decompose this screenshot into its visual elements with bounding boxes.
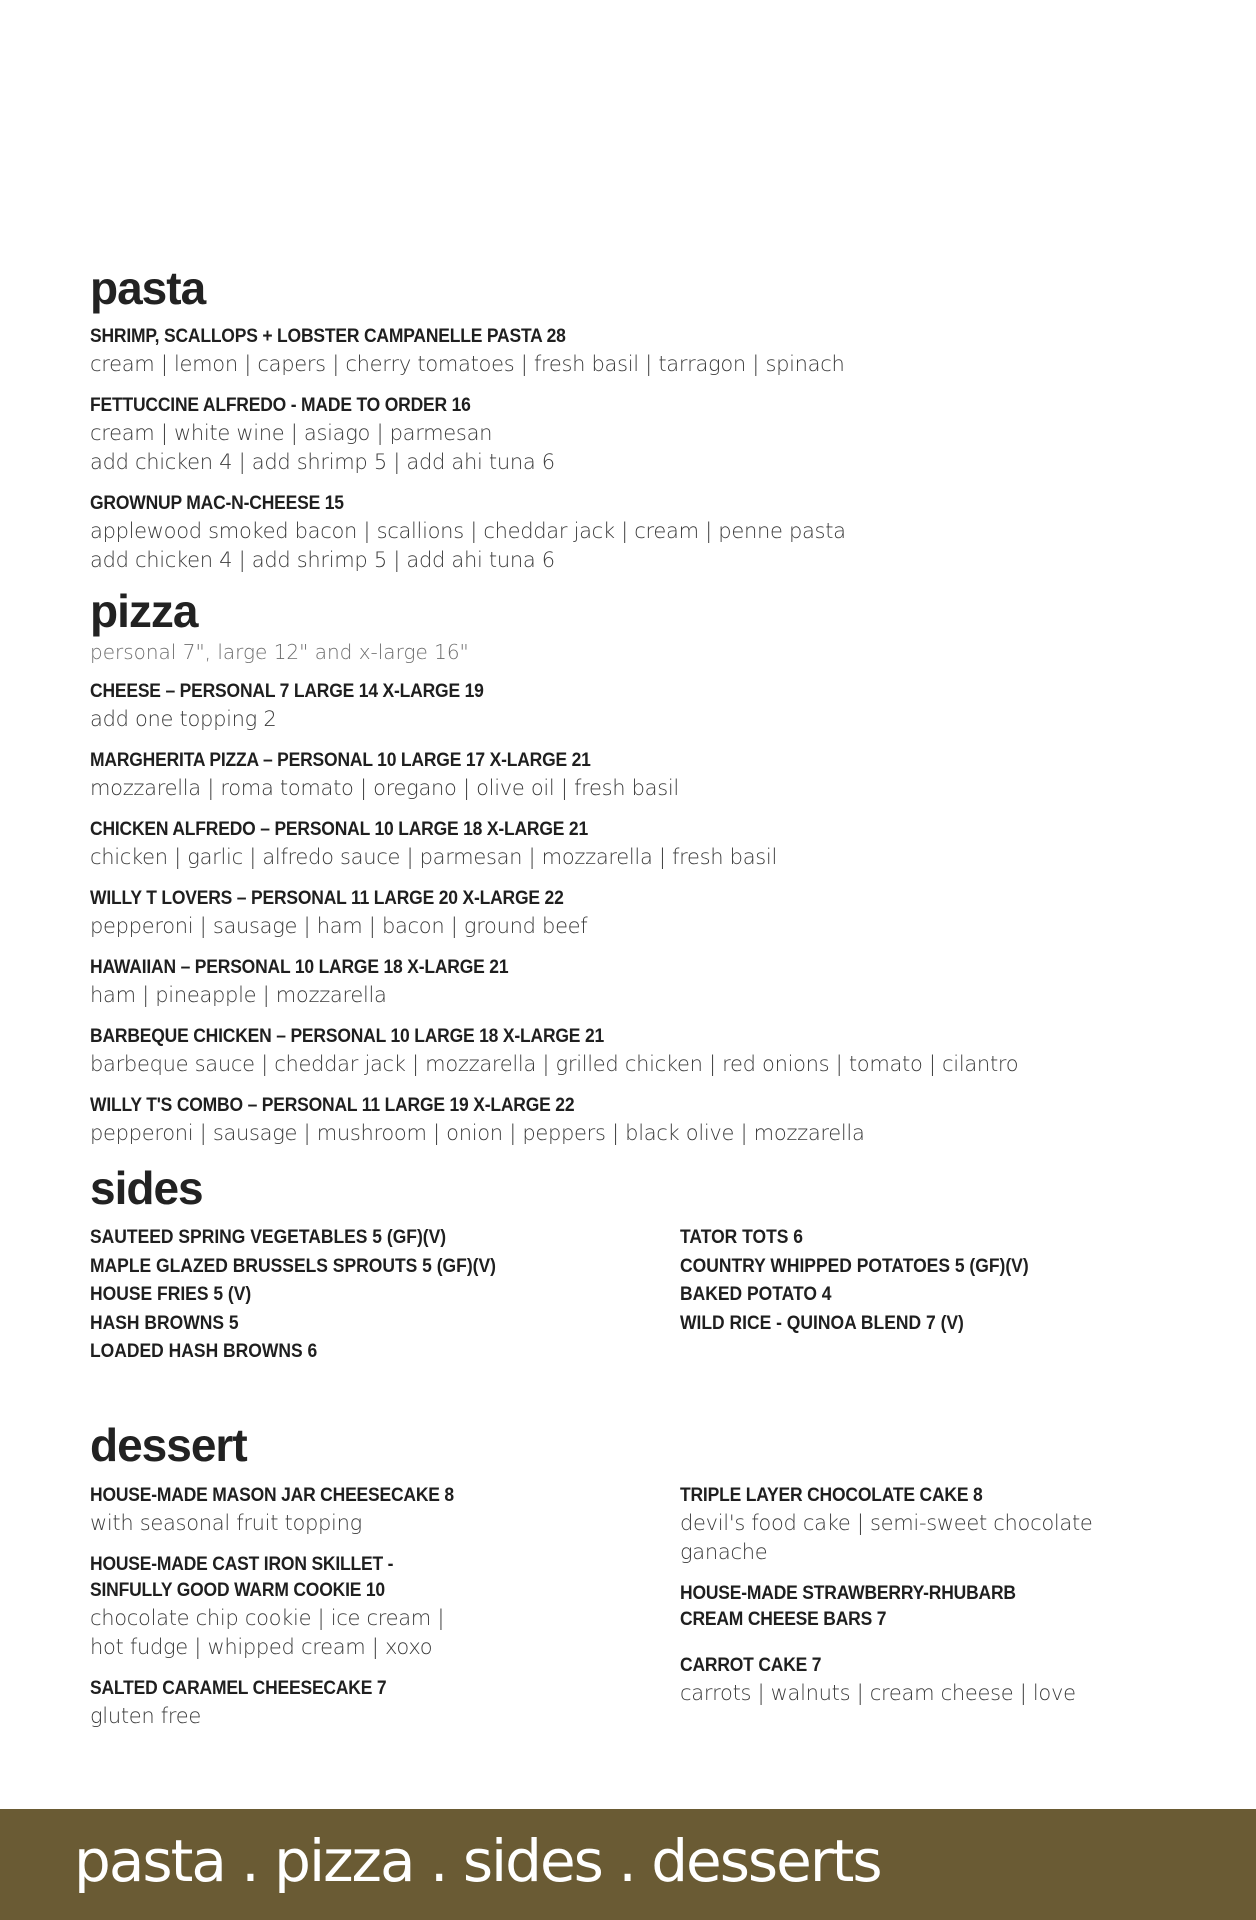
pizza-sizes-note: personal 7", large 12" and x-large 16"	[90, 640, 469, 664]
sides-left-column	[90, 1224, 680, 1367]
side-item: LOADED HASH BROWNS 6	[90, 1341, 318, 1362]
item-name: HAWAIIAN – PERSONAL 10 LARGE 18 X-LARGE 21	[90, 957, 509, 978]
footer-banner	[0, 1809, 1256, 1920]
item-description: carrots | walnuts | cream cheese | love	[680, 1680, 1076, 1705]
side-item: HOUSE FRIES 5 (V)	[90, 1284, 252, 1305]
item-name: WILLY T LOVERS – PERSONAL 11 LARGE 20 X-LARGE 22	[90, 888, 564, 909]
sides-heading: sides	[90, 1162, 203, 1214]
menu-item	[90, 886, 1170, 941]
item-description: devil's food cake | semi-sweet chocolate	[680, 1510, 1093, 1535]
side-item: BAKED POTATO 4	[680, 1284, 832, 1305]
item-name: CHEESE – PERSONAL 7 LARGE 14 X-LARGE 19	[90, 681, 484, 702]
dessert-left-column	[90, 1471, 680, 1731]
item-description: cream | lemon | capers | cherry tomatoes | fresh basil | tarragon | spinach	[90, 352, 845, 376]
side-item: COUNTRY WHIPPED POTATOES 5 (GF)(V)	[680, 1255, 1029, 1277]
menu-item	[90, 1552, 680, 1662]
item-description: gluten free	[90, 1703, 201, 1728]
menu-content	[90, 262, 1170, 1731]
item-description: ganache	[680, 1539, 768, 1564]
item-description: pepperoni | sausage | mushroom | onion | peppers | black olive | mozzarella	[90, 1121, 865, 1145]
pizza-section	[90, 585, 1170, 1148]
side-item: HASH BROWNS 5	[90, 1312, 239, 1334]
menu-item	[90, 955, 1170, 1010]
sides-columns	[90, 1224, 1170, 1367]
menu-item	[90, 1483, 680, 1538]
item-description: applewood smoked bacon | scallions | cheddar jack | cream | penne pasta	[90, 519, 846, 543]
item-description: pepperoni | sausage | ham | bacon | ground beef	[90, 914, 588, 938]
menu-item	[90, 1024, 1170, 1079]
item-addons: add chicken 4 | add shrimp 5 | add ahi tuna 6	[90, 450, 555, 474]
menu-item	[90, 393, 1170, 477]
item-name: SALTED CARAMEL CHEESECAKE 7	[90, 1677, 387, 1699]
item-name: BARBEQUE CHICKEN – PERSONAL 10 LARGE 18 X-LARGE 21	[90, 1026, 605, 1047]
item-name: HOUSE-MADE CAST IRON SKILLET -	[90, 1553, 394, 1575]
menu-item	[680, 1581, 1170, 1633]
side-item: WILD RICE - QUINOA BLEND 7 (V)	[680, 1312, 964, 1334]
item-description: chocolate chip cookie | ice cream |	[90, 1605, 445, 1630]
side-item: MAPLE GLAZED BRUSSELS SPROUTS 5 (GF)(V)	[90, 1255, 496, 1277]
side-item: SAUTEED SPRING VEGETABLES 5 (GF)(V)	[90, 1227, 447, 1248]
dessert-columns	[90, 1471, 1170, 1731]
item-description: hot fudge | whipped cream | xoxo	[90, 1634, 433, 1659]
item-name: HOUSE-MADE STRAWBERRY-RHUBARB	[680, 1582, 1016, 1604]
item-name: MARGHERITA PIZZA – PERSONAL 10 LARGE 17 X-LARGE 21	[90, 750, 591, 771]
menu-item	[90, 491, 1170, 575]
menu-item	[90, 1093, 1170, 1148]
item-description: chicken | garlic | alfredo sauce | parmesan | mozzarella | fresh basil	[90, 845, 777, 869]
pasta-items	[90, 324, 1170, 575]
dessert-right-column	[680, 1471, 1170, 1731]
item-description: barbeque sauce | cheddar jack | mozzarella | grilled chicken | red onions | tomato | cilantro	[90, 1052, 1019, 1076]
pasta-heading: pasta	[90, 262, 206, 314]
item-description: ham | pineapple | mozzarella	[90, 983, 387, 1007]
menu-item	[680, 1653, 1170, 1708]
menu-item	[90, 817, 1170, 872]
pizza-heading: pizza	[90, 585, 198, 637]
menu-item	[90, 748, 1170, 803]
menu-item	[90, 1676, 680, 1731]
item-name: HOUSE-MADE MASON JAR CHEESECAKE 8	[90, 1484, 454, 1506]
item-description: mozzarella | roma tomato | oregano | olive oil | fresh basil	[90, 776, 679, 800]
menu-item	[680, 1483, 1170, 1567]
dessert-heading: dessert	[90, 1418, 247, 1471]
item-name: CREAM CHEESE BARS 7	[680, 1608, 887, 1630]
item-description: with seasonal fruit topping	[90, 1510, 362, 1535]
item-description: cream | white wine | asiago | parmesan	[90, 421, 493, 445]
sides-right-column	[680, 1224, 1170, 1367]
item-name: TRIPLE LAYER CHOCOLATE CAKE 8	[680, 1484, 983, 1506]
item-description: add one topping 2	[90, 707, 277, 731]
menu-item	[90, 679, 1170, 734]
item-addons: add chicken 4 | add shrimp 5 | add ahi tuna 6	[90, 548, 555, 572]
item-name: CARROT CAKE 7	[680, 1654, 822, 1676]
item-name: WILLY T'S COMBO – PERSONAL 11 LARGE 19 X-LARGE 22	[90, 1095, 575, 1116]
dessert-section	[90, 1419, 1170, 1731]
item-name: SHRIMP, SCALLOPS + LOBSTER CAMPANELLE PASTA 28	[90, 326, 566, 347]
item-name: CHICKEN ALFREDO – PERSONAL 10 LARGE 18 X-LARGE 21	[90, 819, 589, 840]
pasta-section	[90, 262, 1170, 575]
side-item: TATOR TOTS 6	[680, 1227, 804, 1248]
sides-section	[90, 1162, 1170, 1367]
item-name: GROWNUP MAC-N-CHEESE 15	[90, 493, 344, 514]
footer-tagline: pasta . pizza . sides . desserts	[74, 1827, 881, 1895]
item-name: SINFULLY GOOD WARM COOKIE 10	[90, 1579, 385, 1601]
menu-item	[90, 324, 1170, 379]
item-name: FETTUCCINE ALFREDO - MADE TO ORDER 16	[90, 395, 471, 416]
